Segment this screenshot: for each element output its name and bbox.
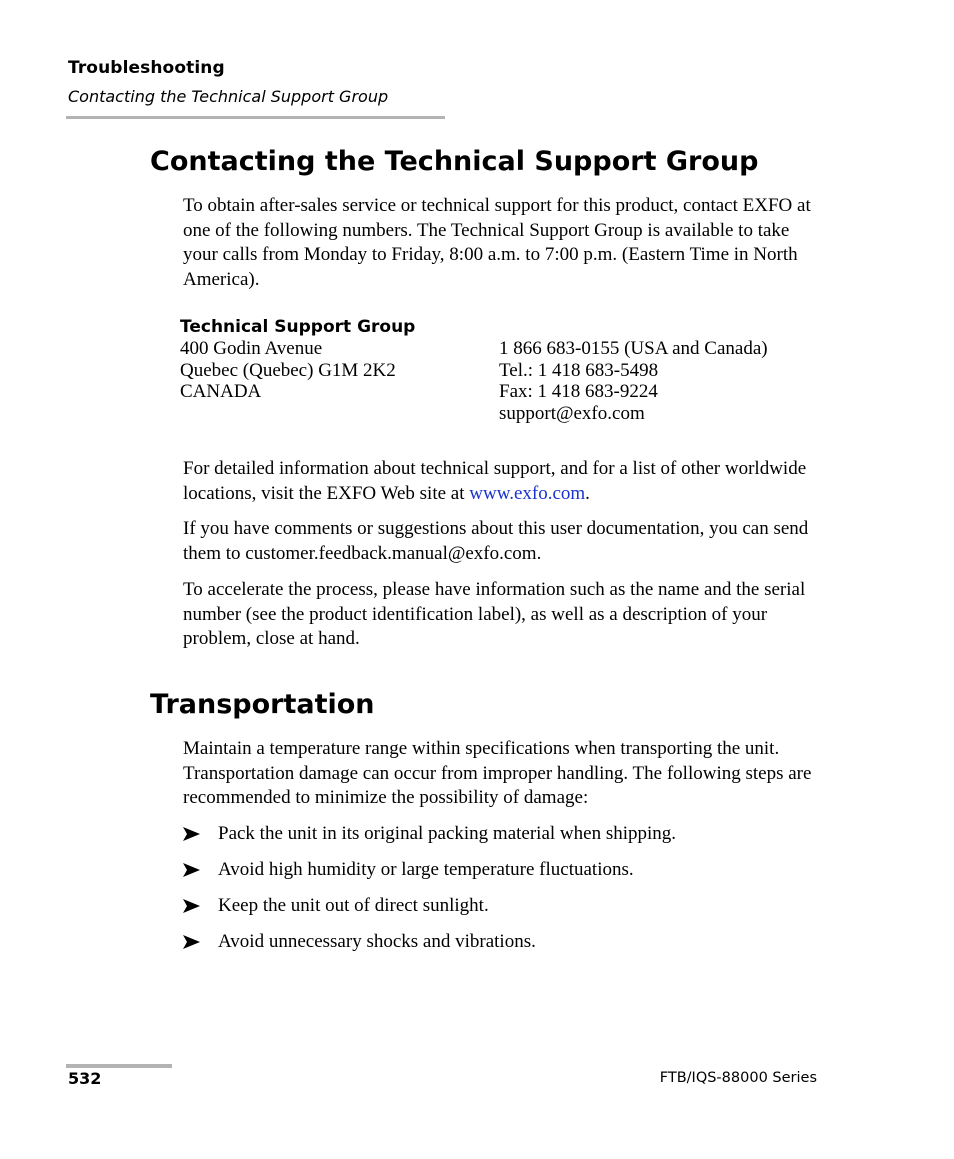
section-heading-transportation: Transportation <box>150 689 375 720</box>
running-header-section: Contacting the Technical Support Group <box>68 87 389 106</box>
arrowhead-bullet-icon <box>183 898 200 914</box>
product-series: FTB/IQS-88000 Series <box>659 1070 817 1086</box>
page-number: 532 <box>68 1069 102 1088</box>
detail-text: For detailed information about technical support, and for a list of other worldwide locations, visit the EXFO Web site at <box>183 458 807 504</box>
transport-intro-paragraph: Maintain a temperature range within specifications when transporting the unit. Transportation damage can occur from improper handling. The following steps are recommended to minimize the possibility of damage: <box>183 738 812 808</box>
step-text: Keep the unit out of direct sunlight. <box>218 895 489 916</box>
support-email: support@exfo.com <box>499 402 645 424</box>
detail-paragraph <box>183 457 813 506</box>
contact-intro-paragraph: To obtain after-sales service or technical support for this product, contact EXFO at one of the following numbers. The Technical Support Group is available to take your calls from Monday to Friday, 8:00 a.m. to 7:00 p.m. (Eastern Time in North America). <box>183 195 811 290</box>
detail-period: . <box>585 482 590 504</box>
running-header-chapter: Troubleshooting <box>68 58 225 78</box>
header-rule <box>66 116 445 119</box>
phone-tel: Tel.: 1 418 683-5498 <box>499 359 659 381</box>
arrowhead-bullet-icon <box>183 826 200 842</box>
arrowhead-bullet-icon <box>183 862 200 878</box>
exfo-website-link[interactable]: www.exfo.com <box>469 482 586 504</box>
step-text: Pack the unit in its original packing material when shipping. <box>218 823 677 844</box>
contact-block-title: Technical Support Group <box>180 317 416 337</box>
accelerate-paragraph: To accelerate the process, please have information such as the name and the serial number (see the product identification label), as well as a description of your problem, close at hand. <box>183 579 806 649</box>
footer-rule <box>66 1064 172 1068</box>
address-line-country: CANADA <box>180 381 262 402</box>
address-line-street: 400 Godin Avenue <box>180 338 323 359</box>
contact-numbers-block <box>499 338 768 424</box>
address-line-city: Quebec (Quebec) G1M 2K2 <box>180 359 396 381</box>
step-text: Avoid unnecessary shocks and vibrations. <box>218 931 536 952</box>
comments-paragraph: If you have comments or suggestions about this user documentation, you can send them to customer.feedback.manual@exfo.com. <box>183 518 809 564</box>
section-heading-contact: Contacting the Technical Support Group <box>150 146 759 177</box>
address-block <box>180 338 396 403</box>
phone-toll-free: 1 866 683-0155 (USA and Canada) <box>499 338 768 359</box>
step-text: Avoid high humidity or large temperature fluctuations. <box>218 859 634 880</box>
arrowhead-bullet-icon <box>183 934 200 950</box>
phone-fax: Fax: 1 418 683-9224 <box>499 381 658 402</box>
